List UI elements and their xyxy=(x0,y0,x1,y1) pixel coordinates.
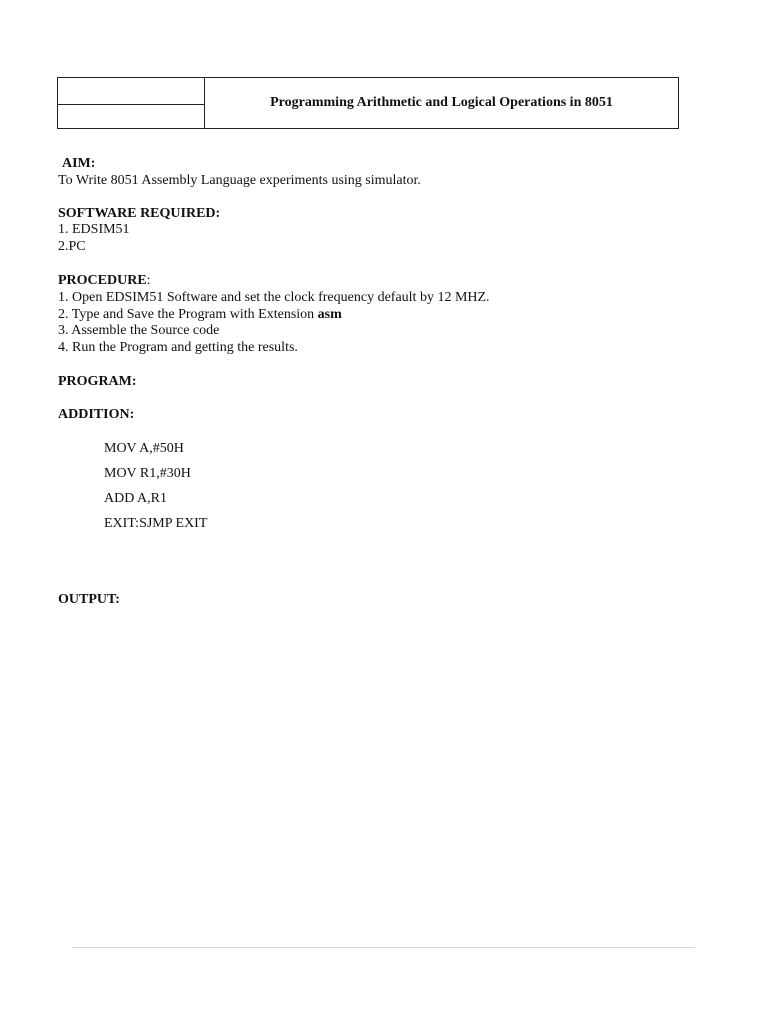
header-table xyxy=(57,77,679,129)
header-left-divider xyxy=(58,104,205,105)
procedure-heading xyxy=(58,272,151,289)
output-heading: OUTPUT: xyxy=(58,592,120,607)
code-line-4: EXIT:SJMP EXIT xyxy=(104,516,208,531)
aim-text: To Write 8051 Assembly Language experiments using simulator. xyxy=(58,173,421,188)
procedure-heading-colon: : xyxy=(146,273,151,288)
software-item-1: 1. EDSIM51 xyxy=(58,222,130,237)
software-item-2: 2.PC xyxy=(58,239,86,254)
procedure-step-1: 1. Open EDSIM51 Software and set the clock frequency default by 12 MHZ. xyxy=(58,290,490,305)
procedure-heading-label: PROCEDURE xyxy=(58,273,147,288)
program-heading: PROGRAM: xyxy=(58,374,137,389)
procedure-step-2 xyxy=(58,306,342,323)
aim-heading: AIM: xyxy=(62,156,96,171)
code-line-1: MOV A,#50H xyxy=(104,441,184,456)
procedure-step-2-text: 2. Type and Save the Program with Extension xyxy=(58,307,318,322)
code-line-2: MOV R1,#30H xyxy=(104,466,191,481)
header-left-cell xyxy=(58,78,205,128)
procedure-step-3: 3. Assemble the Source code xyxy=(58,323,220,338)
addition-heading: ADDITION: xyxy=(58,407,135,422)
software-heading: SOFTWARE REQUIRED: xyxy=(58,206,221,221)
procedure-step-4: 4. Run the Program and getting the results. xyxy=(58,340,298,355)
page-title: Programming Arithmetic and Logical Operations in 8051 xyxy=(270,95,613,110)
procedure-extension: asm xyxy=(317,307,342,322)
footer-divider xyxy=(72,947,695,948)
code-line-3: ADD A,R1 xyxy=(104,491,168,506)
